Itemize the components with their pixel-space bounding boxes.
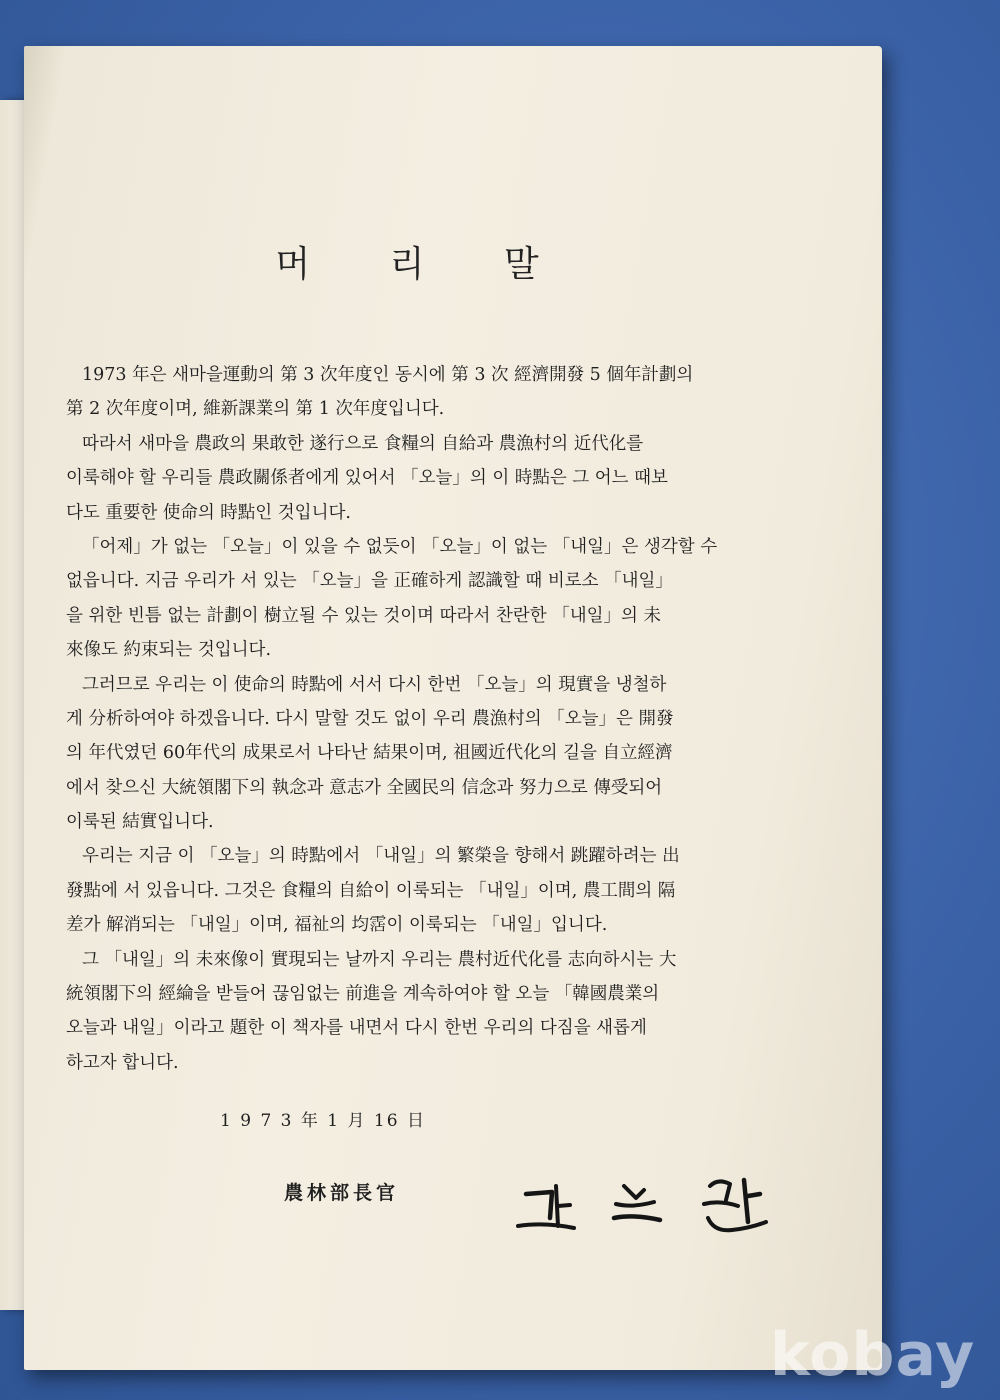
text-line: 이룩해야 할 우리들 農政關係者에게 있어서 「오늘」의 이 時點은 그 어느 때보	[66, 468, 668, 489]
text-line: 이룩된 結實입니다.	[66, 812, 214, 833]
text-line: 差가 解消되는 「내일」이며, 福祉의 均霑이 이룩되는 「내일」입니다.	[66, 915, 608, 936]
text-line: 없읍니다. 지금 우리가 서 있는 「오늘」을 正確하게 認識할 때 비로소 「내일」	[66, 571, 673, 592]
text-line: 의 年代였던 60年代의 成果로서 나타난 結果이며, 祖國近代化의 길을 自立經濟	[66, 743, 673, 764]
text-line: 게 分析하여야 하겠읍니다. 다시 말할 것도 없이 우리 農漁村의 「오늘」은 開發	[66, 708, 674, 729]
text-line: 다도 重要한 使命의 時點인 것입니다.	[66, 502, 351, 523]
text-line: 오늘과 내일」이라고 題한 이 책자를 내면서 다시 한번 우리의 다짐을 새롭게	[66, 1018, 647, 1039]
text-line: 그 「내일」의 未來像이 實現되는 날까지 우리는 農村近代化를 志向하시는 大	[82, 949, 677, 970]
text-line: 을 위한 빈틈 없는 計劃이 樹立될 수 있는 것이며 따라서 찬란한 「내일」의 未	[66, 605, 661, 626]
date-line: 1 9 7 3 年 1 月 16 日	[220, 1111, 426, 1131]
text-line: 에서 찾으신 大統領閣下의 執念과 意志가 全國民의 信念과 努力으로 傳受되어	[66, 777, 663, 798]
book-page	[24, 46, 882, 1370]
text-line: 統領閣下의 經綸을 받들어 끊임없는 前進을 계속하여야 할 오늘 「韓國農業의	[66, 984, 660, 1005]
text-line: 「어제」가 없는 「오늘」이 있을 수 없듯이 「오늘」이 없는 「내일」은 생각할 수	[82, 536, 718, 557]
official-title: 農林部長官	[284, 1182, 400, 1204]
text-line: 發點에 서 있읍니다. 그것은 食糧의 自給이 이룩되는 「내일」이며, 農工間의 隔	[66, 880, 676, 901]
handwritten-signature	[504, 1156, 804, 1256]
preface-body	[66, 358, 766, 1080]
page-title: 머 리 말	[275, 244, 573, 285]
text-line: 따라서 새마을 農政의 果敢한 遂行으로 食糧의 自給과 農漁村의 近代化를	[82, 433, 644, 454]
text-line: 來像도 約束되는 것입니다.	[66, 640, 272, 661]
text-line: 1973 年은 새마을運動의 第 3 次年度인 동시에 第 3 次 經濟開發 5 個年計劃의	[82, 365, 694, 385]
text-line: 하고자 합니다.	[66, 1052, 179, 1073]
watermark-logo: kobay	[770, 1320, 976, 1390]
text-line: 第 2 次年度이며, 維新課業의 第 1 次年度입니다.	[66, 399, 445, 420]
text-line: 그러므로 우리는 이 使命의 時點에 서서 다시 한번 「오늘」의 現實을 냉철하	[82, 674, 667, 695]
text-line: 우리는 지금 이 「오늘」의 時點에서 「내일」의 繁榮을 향해서 跳躍하려는 出	[82, 846, 680, 867]
